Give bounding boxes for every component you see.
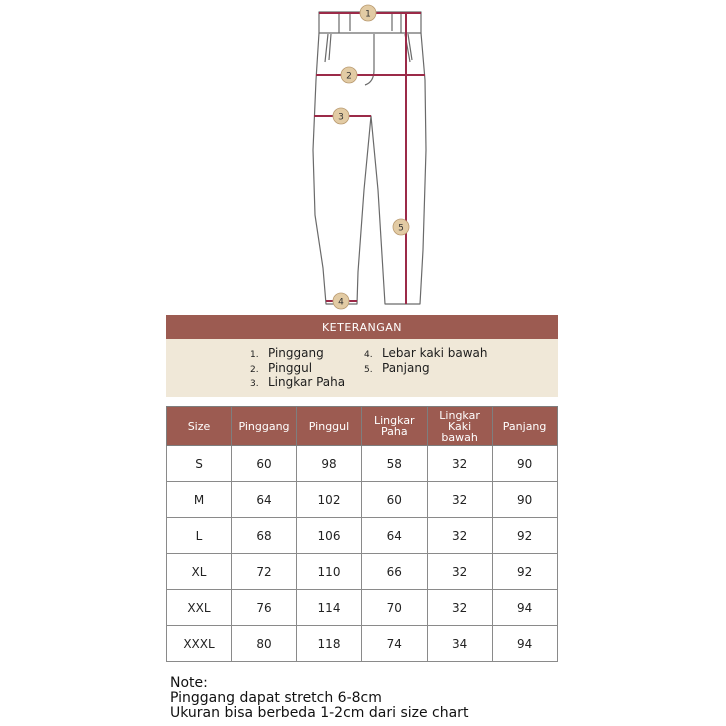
table-row: L 68 106 64 32 92: [167, 518, 558, 554]
svg-text:5: 5: [398, 223, 404, 234]
svg-text:3: 3: [338, 112, 344, 123]
measure-marker-3: [333, 108, 349, 124]
measure-marker-1: [360, 5, 376, 21]
note-line: Ukuran bisa berbeda 1-2cm dari size chart: [170, 705, 469, 721]
legend-list-right: [364, 347, 488, 376]
table-row: XL 72 110 66 32 92: [167, 554, 558, 590]
legend-item-pinggang: 1. Pinggang: [250, 346, 324, 360]
svg-text:4: 4: [338, 297, 344, 308]
legend-item-pinggul: 2. Pinggul: [250, 360, 313, 375]
measure-marker-4: [333, 293, 349, 309]
header-pinggul: Pinggul: [297, 407, 362, 446]
legend-title: KETERANGAN: [166, 315, 558, 339]
svg-text:1: 1: [365, 9, 371, 20]
table-row: XXXL 80 118 74 34 94: [167, 626, 558, 662]
legend-item-lingkar-paha: 3. Lingkar Paha: [250, 375, 346, 389]
note-title: Note:: [170, 675, 208, 691]
legend-box: [166, 315, 558, 397]
header-size: Size: [167, 407, 232, 446]
pants-measurement-diagram: [0, 0, 726, 310]
table-row: S 60 98 58 32 90: [167, 446, 558, 482]
note-line: Pinggang dapat stretch 6-8cm: [170, 690, 382, 706]
table-row: XXL 76 114 70 32 94: [167, 590, 558, 626]
header-pinggang: Pinggang: [232, 407, 297, 446]
legend-list-left: [250, 347, 345, 391]
table-row: M 64 102 60 32 90: [167, 482, 558, 518]
legend-body: [166, 339, 558, 397]
legend-item-panjang: 5. Panjang: [364, 360, 430, 375]
table-header-row: [167, 407, 558, 446]
note-block: [170, 676, 468, 721]
legend-item-lebar-kaki-bawah: 4. Lebar kaki bawah: [364, 346, 488, 360]
header-lingkar-paha: Lingkar Paha: [362, 407, 428, 446]
svg-text:2: 2: [346, 71, 352, 82]
measure-marker-5: [393, 219, 409, 235]
header-panjang: Panjang: [492, 407, 557, 446]
measure-marker-2: [341, 67, 357, 83]
size-chart-table: [166, 406, 558, 662]
header-lingkar-kaki-bawah: Lingkar Kaki bawah: [427, 407, 492, 446]
